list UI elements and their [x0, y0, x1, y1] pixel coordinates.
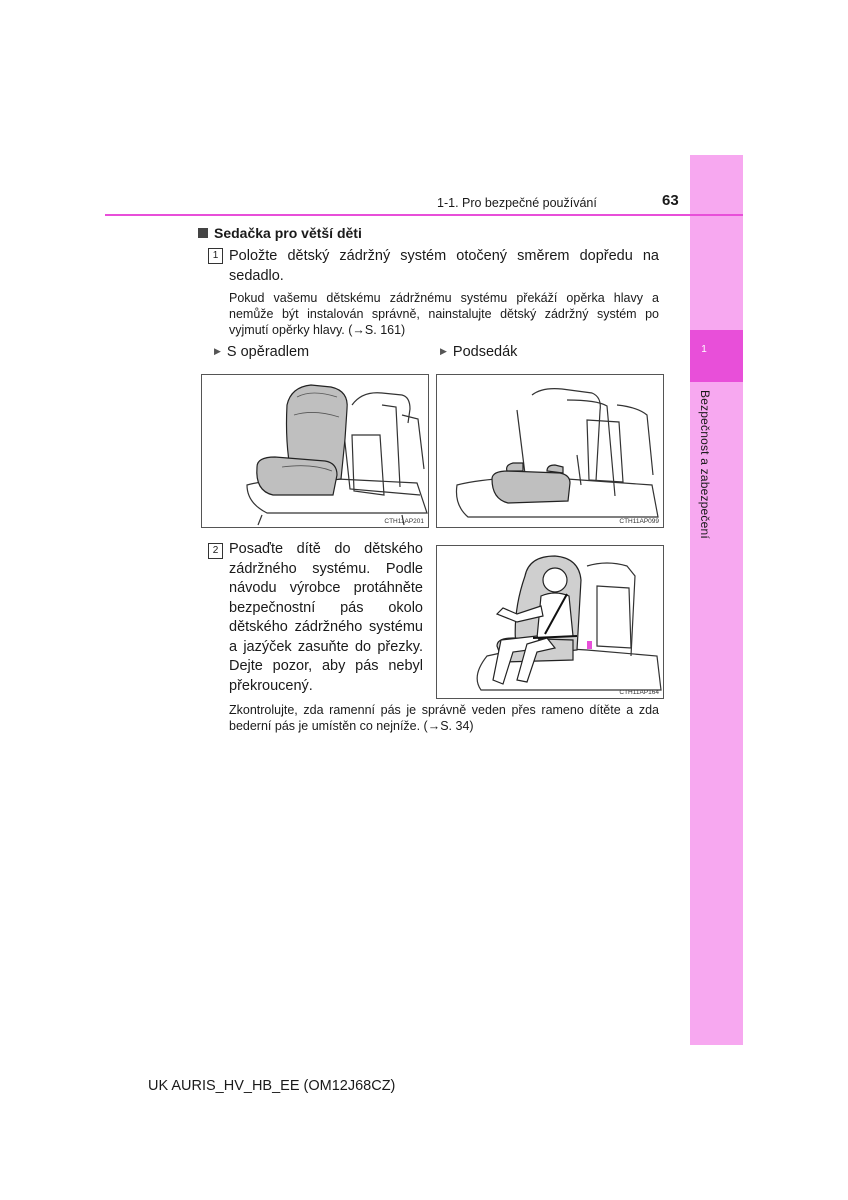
step-2-note: Zkontrolujte, zda ramenní pás je správně veden přes rameno dítěte a zda bederní pás je umístěn co nejníže. (→S. 34) — [229, 703, 659, 733]
variant-with-backrest — [214, 344, 309, 360]
figure-code: CTH11AP164 — [619, 689, 659, 696]
section-title: 1-1. Pro bezpečné používání — [437, 196, 597, 210]
booster-cushion-illustration — [437, 375, 663, 527]
heading-bullet-icon — [198, 228, 208, 238]
step-1-note: Pokud vašemu dětskému zádržnému systému překáží opěrka hlavy a nemůže být instalován správně, nainstalujte dětský zádržný systém po vyjmutí opěrky hlavy. (→S. 161) — [229, 291, 659, 337]
page-number: 63 — [662, 192, 679, 209]
chapter-title: Bezpečnost a zabezpečení — [698, 390, 712, 539]
figure-high-back-booster — [201, 374, 429, 528]
figure-child-in-seat — [436, 545, 664, 699]
figure-booster-cushion — [436, 374, 664, 528]
child-in-seat-illustration — [437, 546, 663, 698]
figure-code: CTH11AP099 — [619, 518, 659, 525]
variant-label: S opěradlem — [226, 344, 310, 360]
header-divider — [105, 214, 743, 216]
chapter-marker — [690, 330, 743, 382]
section-heading: Sedačka pro větší děti — [214, 225, 362, 241]
triangle-bullet-icon: ▶ — [440, 346, 447, 356]
step-number-1: 1 — [208, 248, 223, 264]
high-back-booster-illustration — [202, 375, 428, 527]
variant-label: Podsedák — [452, 344, 518, 360]
step-1-text: Položte dětský zádržný systém otočený směrem dopředu na sedadlo. — [229, 248, 659, 284]
variant-booster-cushion — [440, 344, 517, 360]
chapter-number: 1 — [701, 344, 707, 355]
chapter-side-tab — [690, 155, 743, 1045]
document-code: UK AURIS_HV_HB_EE (OM12J68CZ) — [148, 1078, 396, 1094]
figure-code: CTH11AP201 — [384, 518, 424, 525]
step-2-text: Posaďte dítě do dětského zádržného systému. Podle návodu výrobce protáhněte bezpečnostní pás okolo dětského zádržného systému a jazýček zasuňte do přezky. Dejte pozor, aby pás nebyl překroucený. — [229, 541, 423, 694]
triangle-bullet-icon: ▶ — [214, 346, 221, 356]
step-number-2: 2 — [208, 543, 223, 559]
